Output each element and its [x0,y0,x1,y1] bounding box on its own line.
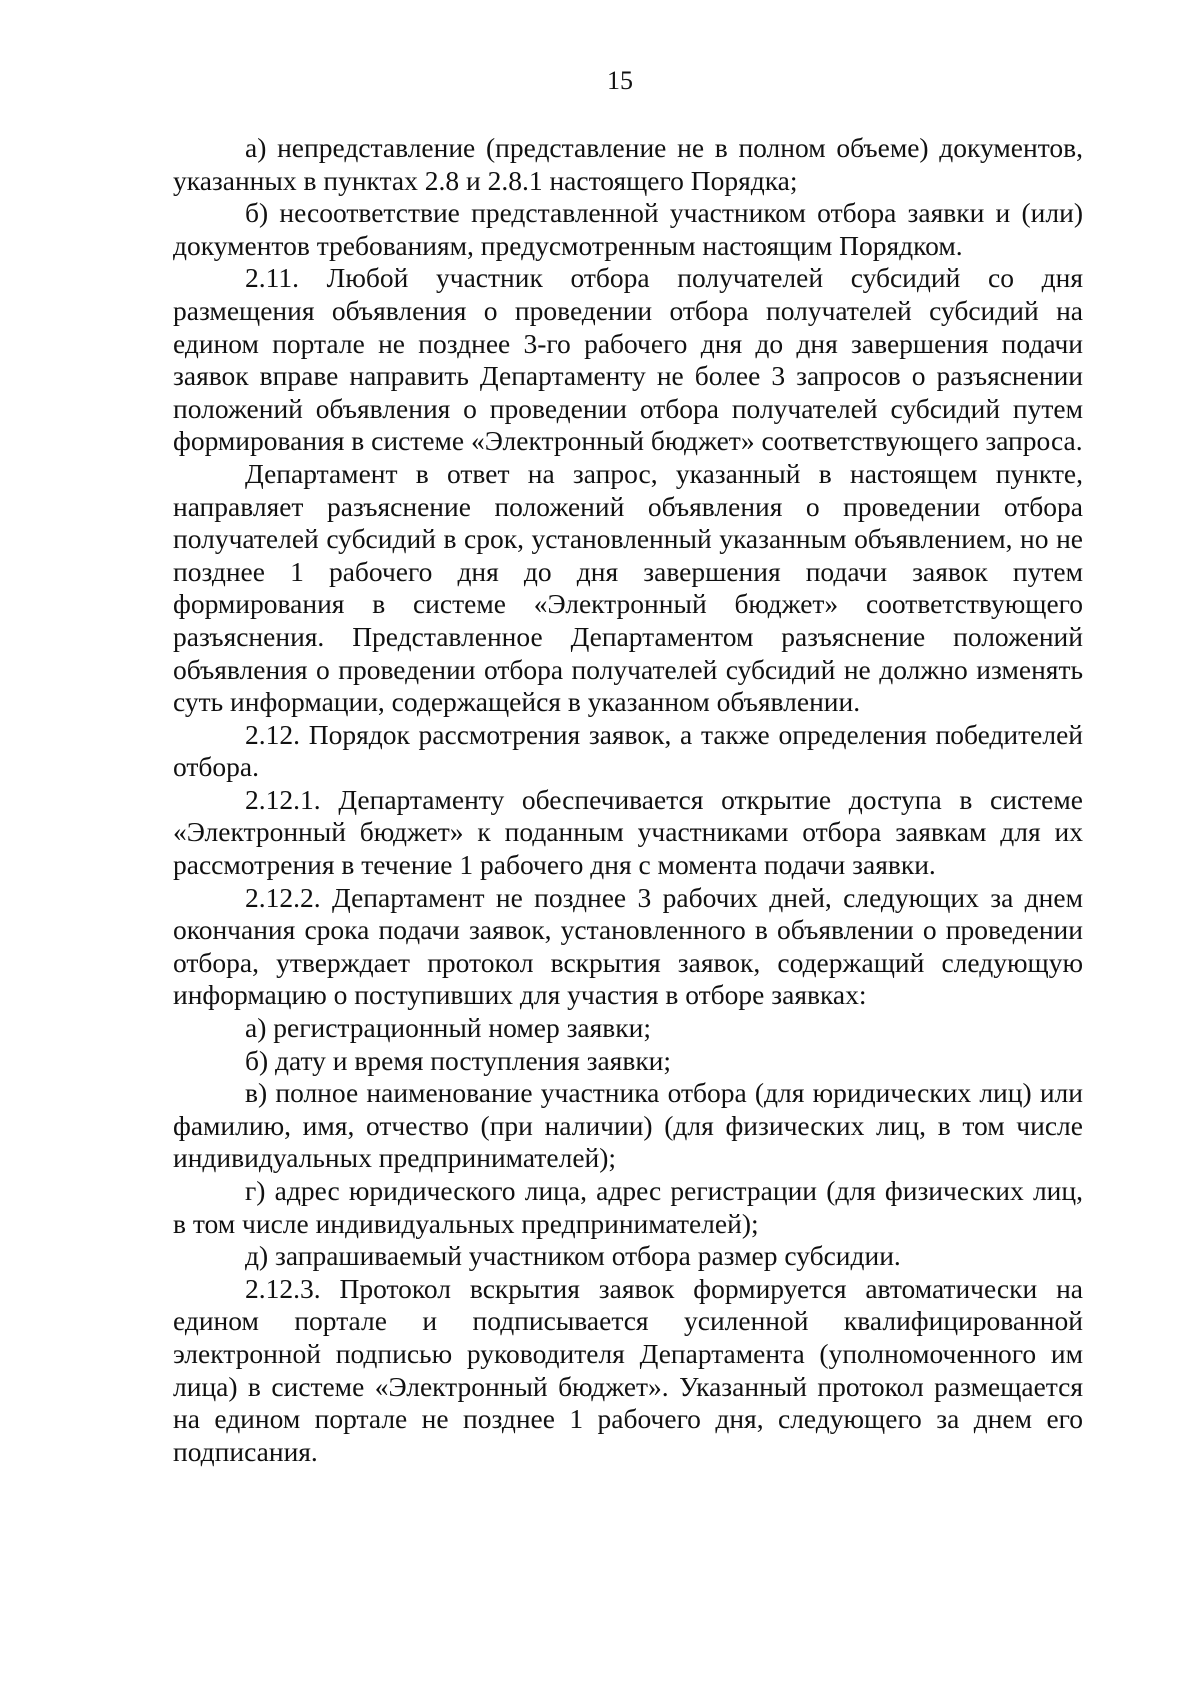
paragraph: б) несоответствие представленной участником отбора заявки и (или) документов требованиям, предусмотренным настоящим Порядком. [173,197,1083,261]
paragraph: 2.12.3. Протокол вскрытия заявок формируется автоматически на едином портале и подписывается усиленной квалифицированной электронной подписью руководителя Департамента (уполномоченного им лица) в системе «Электронный бюджет». Указанный протокол размещается на едином портале не позднее 1 рабочего дня, следующего за днем его подписания. [173,1272,1083,1467]
document-body [173,132,1083,1468]
paragraph: Департамент в ответ на запрос, указанный в настоящем пункте, направляет разъяснение положений объявления о проведении отбора получателей субсидий в срок, установленный указанным объявлением, но не позднее 1 рабочего дня до дня завершения подачи заявок путем формирования в системе «Электронный бюджет» соответствующего разъяснения. Представленное Департаментом разъяснение положений объявления о проведении отбора получателей субсидий не должно изменять суть информации, содержащейся в указанном объявлении. [173,457,1083,718]
paragraph: 2.12.2. Департамент не позднее 3 рабочих дней, следующих за днем окончания срока подачи заявок, установленного в объявлении о проведении отбора, утверждает протокол вскрытия заявок, содержащий следующую информацию о поступивших для участия в отборе заявках: [173,881,1083,1011]
paragraph: 2.12.1. Департаменту обеспечивается открытие доступа в системе «Электронный бюджет» к поданным участниками отбора заявкам для их рассмотрения в течение 1 рабочего дня с момента подачи заявки. [173,783,1083,881]
paragraph: 2.11. Любой участник отбора получателей субсидий со дня размещения объявления о проведении отбора получателей субсидий на едином портале не позднее 3-го рабочего дня до дня завершения подачи заявок вправе направить Департаменту не более 3 запросов о разъяснении положений объявления о проведении отбора получателей субсидий путем формирования в системе «Электронный бюджет» соответствующего запроса. [173,262,1083,457]
list-item: д) запрашиваемый участником отбора размер субсидии. [245,1240,901,1272]
paragraph: 2.12. Порядок рассмотрения заявок, а также определения победителей отбора. [173,718,1083,783]
list-item: в) полное наименование участника отбора (для юридических лиц) или фамилию, имя, отчество (при наличии) (для физических лиц, в том числе индивидуальных предпринимателей); [173,1077,1083,1174]
paragraph: а) непредставление (представление не в полном объеме) документов, указанных в пунктах 2.8 и 2.8.1 настоящего Порядка; [173,132,1083,196]
list-item: б) дату и время поступления заявки; [245,1044,672,1076]
list-item: а) регистрационный номер заявки; [245,1012,651,1044]
page-number: 15 [607,66,633,95]
list-item: г) адрес юридического лица, адрес регистрации (для физических лиц, в том числе индивидуальных предпринимателей); [173,1175,1083,1239]
